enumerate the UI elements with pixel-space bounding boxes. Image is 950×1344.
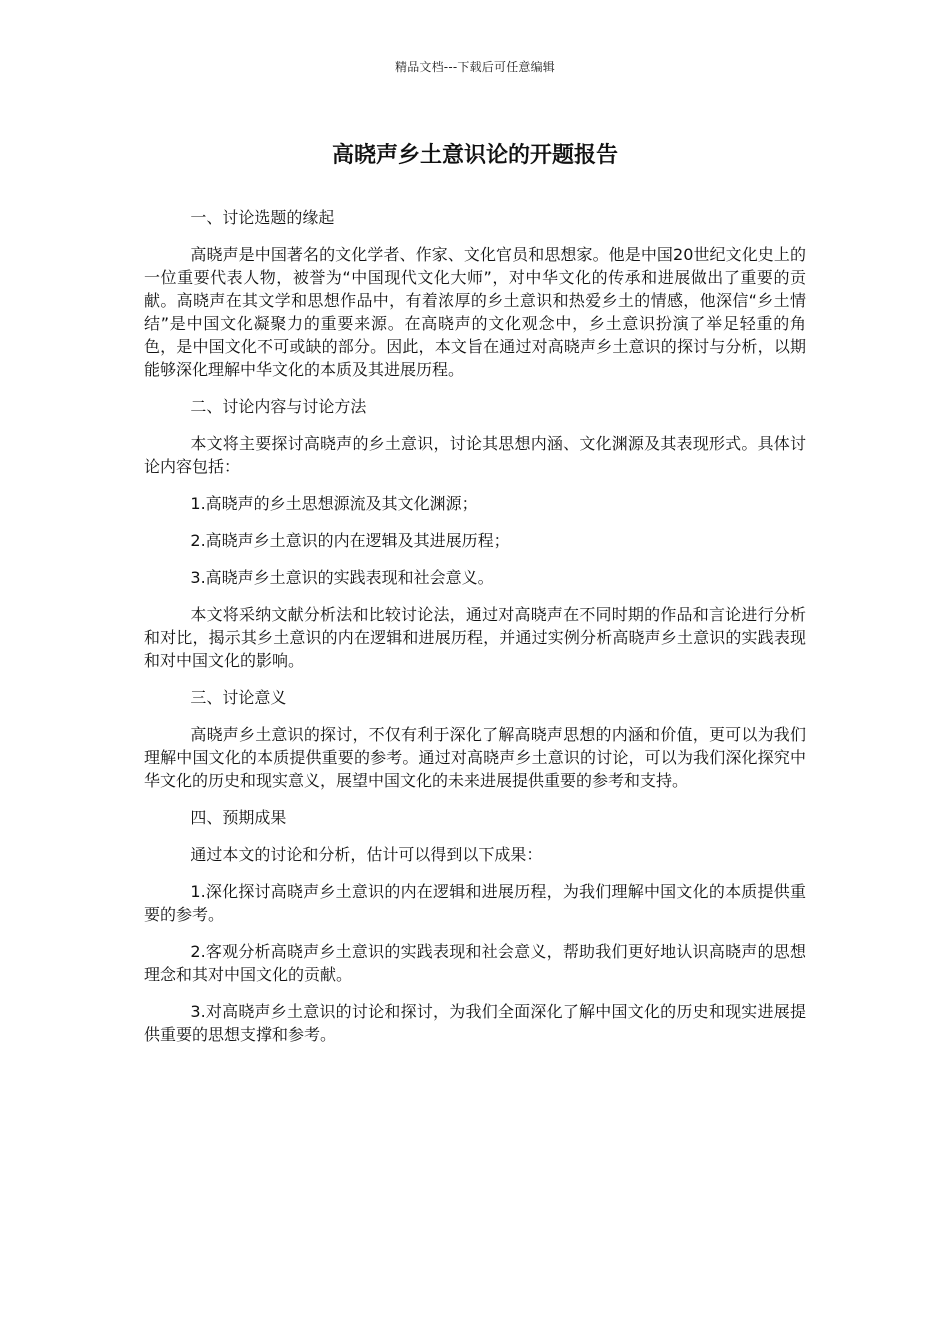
section-3-paragraph: 高晓声乡土意识的探讨，不仅有利于深化了解高晓声思想的内涵和价值，更可以为我们理解中国文化的本质提供重要的参考。通过对高晓声乡土意识的讨论，可以为我们深化探究中华文化的历史和现实意义，展望中国文化的未来进展提供重要的参考和支持。 <box>144 725 806 790</box>
section-heading-2: 二、讨论内容与讨论方法 <box>190 397 367 416</box>
section-heading-1: 一、讨论选题的缘起 <box>190 208 335 227</box>
section-2-item: 2.高晓声乡土意识的内在逻辑及其进展历程； <box>190 531 510 550</box>
section-4-item: 3.对高晓声乡土意识的讨论和探讨，为我们全面深化了解中国文化的历史和现实进展提供重要的思想支撑和参考。 <box>144 1002 806 1044</box>
section-2-item: 1.高晓声的乡土思想源流及其文化渊源； <box>190 494 478 513</box>
section-2-intro: 本文将主要探讨高晓声的乡土意识，讨论其思想内涵、文化渊源及其表现形式。具体讨论内容包括： <box>144 434 806 476</box>
section-heading-4: 四、预期成果 <box>190 808 287 827</box>
document-body <box>144 206 806 1060</box>
header-note: 精品文档---下载后可任意编辑 <box>395 60 555 74</box>
document-title: 高晓声乡土意识论的开题报告 <box>331 143 618 168</box>
section-4-item: 2.客观分析高晓声乡土意识的实践表现和社会意义，帮助我们更好地认识高晓声的思想理念和其对中国文化的贡献。 <box>144 942 806 984</box>
section-2-method: 本文将采纳文献分析法和比较讨论法，通过对高晓声在不同时期的作品和言论进行分析和对比，揭示其乡土意识的内在逻辑和进展历程，并通过实例分析高晓声乡土意识的实践表现和对中国文化的影响。 <box>144 605 806 670</box>
section-1-paragraph: 高晓声是中国著名的文化学者、作家、文化官员和思想家。他是中国20世纪文化史上的一位重要代表人物，被誉为“中国现代文化大师”，对中华文化的传承和进展做出了重要的贡献。高晓声在其文学和思想作品中，有着浓厚的乡土意识和热爱乡土的情感，他深信“乡土情结”是中国文化凝聚力的重要来源。在高晓声的文化观念中，乡土意识扮演了举足轻重的角色，是中国文化不可或缺的部分。因此，本文旨在通过对高晓声乡土意识的探讨与分析，以期能够深化理解中华文化的本质及其进展历程。 <box>144 245 806 379</box>
section-2-item: 3.高晓声乡土意识的实践表现和社会意义。 <box>190 568 494 587</box>
section-4-item: 1.深化探讨高晓声乡土意识的内在逻辑和进展历程，为我们理解中国文化的本质提供重要的参考。 <box>144 882 806 924</box>
section-4-intro: 通过本文的讨论和分析，估计可以得到以下成果： <box>190 845 543 864</box>
section-heading-3: 三、讨论意义 <box>190 688 287 707</box>
